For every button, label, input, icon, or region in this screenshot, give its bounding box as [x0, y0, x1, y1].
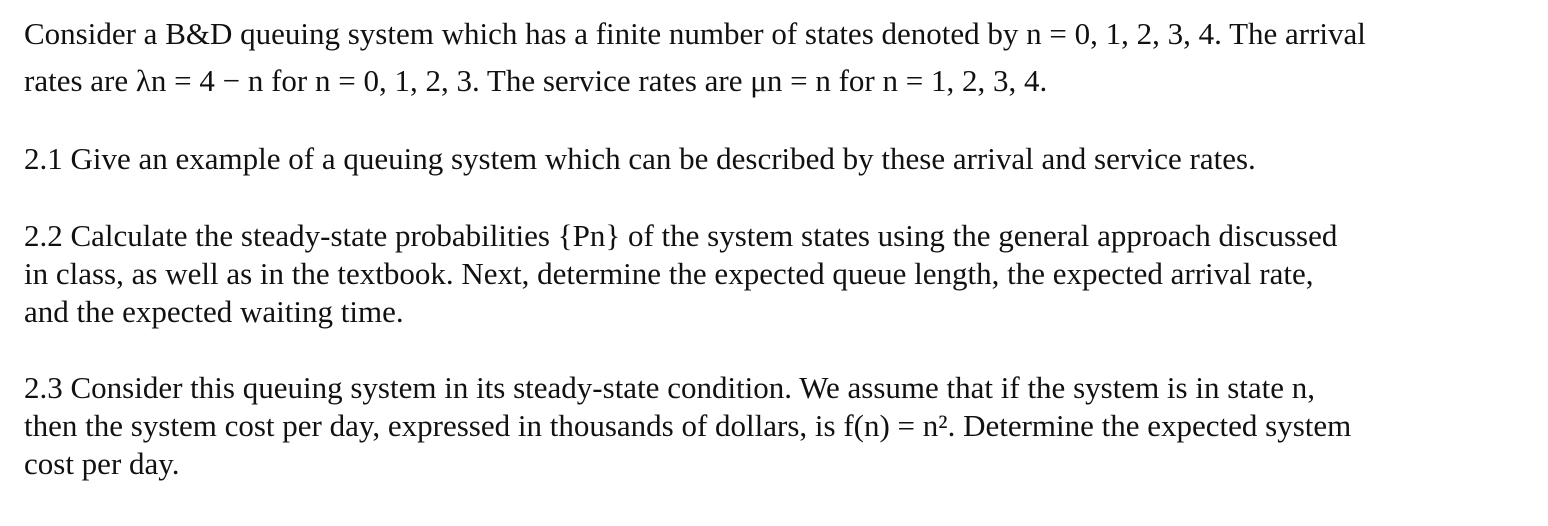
question-2-2-line-2: in class, as well as in the textbook. Next, determine the expected queue length, the expected arrival rate,	[24, 256, 1314, 291]
question-2-3-line-1: 2.3 Consider this queuing system in its steady-state condition. We assume that if the system is in state n,	[24, 370, 1316, 405]
intro-line-2: rates are λn = 4 − n for n = 0, 1, 2, 3. The service rates are μn = n for n = 1, 2, 3, 4.	[24, 63, 1048, 98]
question-2-3-line-2: then the system cost per day, expressed in thousands of dollars, is f(n) = n². Determine the expected system	[24, 408, 1352, 443]
question-2-2-line-1: 2.2 Calculate the steady-state probabilities {Pn} of the system states using the general approach discussed	[24, 218, 1338, 253]
intro-line-1: Consider a B&D queuing system which has a finite number of states denoted by n = 0, 1, 2, 3, 4. The arrival	[24, 16, 1366, 51]
question-2-1-line-1: 2.1 Give an example of a queuing system which can be described by these arrival and service rates.	[24, 141, 1256, 176]
question-2-2-line-3: and the expected waiting time.	[24, 294, 404, 329]
question-2-3-line-3: cost per day.	[24, 446, 180, 481]
